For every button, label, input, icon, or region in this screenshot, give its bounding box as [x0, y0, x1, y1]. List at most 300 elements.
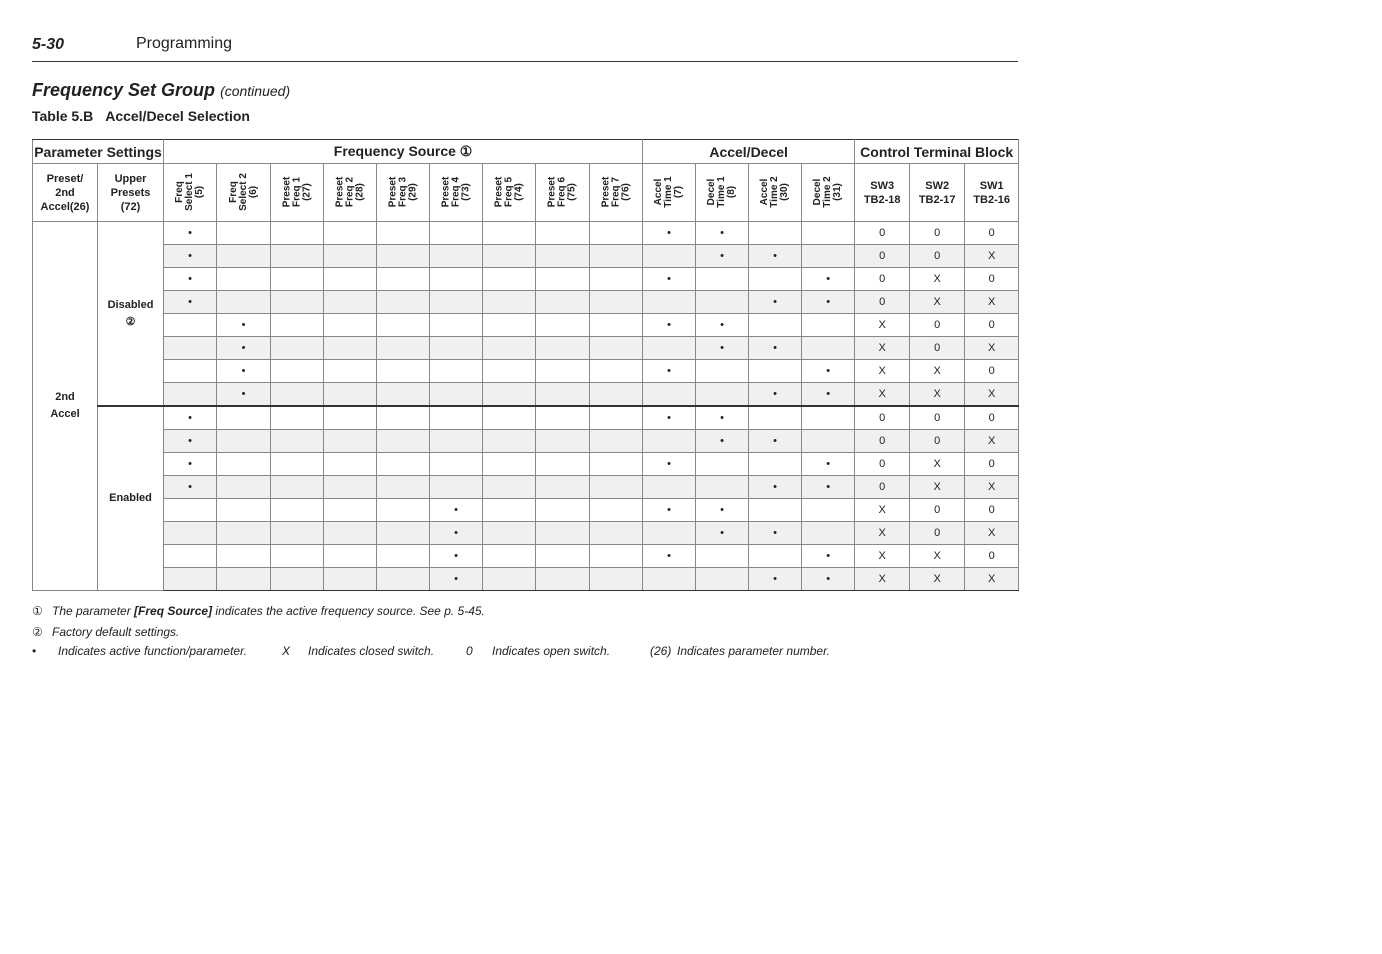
- table-cell: •: [802, 453, 855, 476]
- table-cell: [217, 291, 271, 314]
- table-cell: •: [164, 222, 217, 245]
- table-cell: [324, 268, 377, 291]
- table-cell: •: [696, 337, 749, 360]
- table-cell: [696, 476, 749, 499]
- table-cell: [271, 337, 324, 360]
- table-row: [33, 268, 1019, 291]
- table-cell: [590, 406, 643, 430]
- col-switch: SW1 TB2-16: [965, 164, 1019, 222]
- table-row: [33, 337, 1019, 360]
- table-cell: 0: [855, 430, 910, 453]
- table-cell: [377, 522, 430, 545]
- table-cell: [749, 545, 802, 568]
- legend-bullet-text: Indicates active function/parameter.: [58, 644, 247, 658]
- table-cell: X: [965, 337, 1019, 360]
- table-cell: •: [802, 568, 855, 591]
- table-cell: [536, 430, 590, 453]
- table-cell: [696, 360, 749, 383]
- table-cell: [749, 453, 802, 476]
- table-cell: [430, 476, 483, 499]
- table-cell: [749, 222, 802, 245]
- table-cell: [271, 383, 324, 407]
- table-cell: [802, 499, 855, 522]
- table-cell: [324, 291, 377, 314]
- col-header: Preset Freq 1 (27): [271, 164, 324, 222]
- table-cell: •: [217, 337, 271, 360]
- table-cell: [324, 499, 377, 522]
- col-switch: SW2 TB2-17: [910, 164, 965, 222]
- table-cell: [377, 545, 430, 568]
- table-cell: X: [855, 499, 910, 522]
- table-cell: [271, 476, 324, 499]
- table-cell: [164, 360, 217, 383]
- table-cell: [536, 453, 590, 476]
- table-cell: [271, 522, 324, 545]
- table-cell: [377, 383, 430, 407]
- table-cell: [164, 314, 217, 337]
- table-cell: [802, 430, 855, 453]
- table-cell: X: [855, 314, 910, 337]
- table-cell: [271, 430, 324, 453]
- table-cell: 0: [855, 245, 910, 268]
- table-cell: •: [164, 291, 217, 314]
- table-cell: [643, 245, 696, 268]
- table-cell: [324, 430, 377, 453]
- table-cell: 0: [910, 522, 965, 545]
- table-cell: 0: [910, 337, 965, 360]
- table-cell: [590, 430, 643, 453]
- table-cell: [749, 499, 802, 522]
- upper-presets-disabled-cell: Disabled ②: [98, 222, 164, 407]
- table-cell: X: [965, 383, 1019, 407]
- table-cell: X: [910, 476, 965, 499]
- table-cell: •: [430, 522, 483, 545]
- footnote-2-mark: ②: [32, 625, 43, 639]
- table-cell: •: [749, 476, 802, 499]
- legend-x-text: Indicates closed switch.: [308, 644, 435, 658]
- table-cell: [430, 453, 483, 476]
- table-row: [33, 383, 1019, 407]
- upper-presets-enabled-cell: Enabled: [98, 406, 164, 591]
- table-row: [33, 222, 1019, 245]
- table-cell: [430, 383, 483, 407]
- table-cell: [377, 430, 430, 453]
- table-cell: 0: [910, 222, 965, 245]
- table-cell: •: [696, 499, 749, 522]
- table-cell: [324, 383, 377, 407]
- table-cell: [590, 545, 643, 568]
- table-cell: •: [696, 522, 749, 545]
- table-cell: 0: [965, 360, 1019, 383]
- table-cell: [643, 291, 696, 314]
- table-cell: [536, 406, 590, 430]
- table-cell: [324, 245, 377, 268]
- table-cell: [802, 337, 855, 360]
- table-cell: [483, 545, 536, 568]
- accel-decel-table: [32, 139, 1019, 591]
- table-cell: [377, 406, 430, 430]
- col-header: Freq Select 1 (5): [164, 164, 217, 222]
- table-cell: 0: [910, 245, 965, 268]
- table-row: [33, 499, 1019, 522]
- table-cell: [377, 476, 430, 499]
- table-cell: [536, 222, 590, 245]
- table-cell: [749, 268, 802, 291]
- table-cell: [483, 314, 536, 337]
- table-cell: [217, 245, 271, 268]
- table-cell: [483, 568, 536, 591]
- table-cell: [536, 522, 590, 545]
- table-cell: [324, 337, 377, 360]
- table-cell: X: [855, 337, 910, 360]
- table-cell: 0: [910, 499, 965, 522]
- table-cell: X: [855, 545, 910, 568]
- page-header: [32, 34, 1018, 62]
- table-cell: [377, 291, 430, 314]
- col-header: Preset Freq 3 (29): [377, 164, 430, 222]
- table-cell: •: [643, 545, 696, 568]
- table-cell: [590, 291, 643, 314]
- table-cell: [271, 545, 324, 568]
- table-cell: [483, 453, 536, 476]
- table-cell: [377, 337, 430, 360]
- table-cell: [483, 522, 536, 545]
- table-cell: [483, 383, 536, 407]
- table-cell: 0: [965, 453, 1019, 476]
- table-cell: 0: [855, 291, 910, 314]
- preset-2nd-accel-cell: 2nd Accel: [33, 222, 98, 591]
- chapter-title: Programming: [136, 35, 233, 52]
- table-cell: X: [910, 453, 965, 476]
- table-cell: [164, 545, 217, 568]
- table-cell: [217, 545, 271, 568]
- table-cell: •: [217, 360, 271, 383]
- table-cell: [483, 476, 536, 499]
- table-cell: [696, 291, 749, 314]
- col-header: Preset Freq 7 (76): [590, 164, 643, 222]
- table-cell: [324, 222, 377, 245]
- table-cell: [483, 222, 536, 245]
- table-cell: [324, 568, 377, 591]
- table-cell: •: [430, 545, 483, 568]
- col-preset-2nd-accel: Preset/ 2nd Accel(26): [33, 164, 98, 222]
- table-cell: [324, 453, 377, 476]
- table-cell: 0: [965, 314, 1019, 337]
- col-header: Accel Time 1 (7): [643, 164, 696, 222]
- table-cell: [217, 268, 271, 291]
- table-cell: [696, 568, 749, 591]
- table-cell: [271, 568, 324, 591]
- table-cell: [483, 360, 536, 383]
- table-cell: •: [643, 268, 696, 291]
- table-cell: •: [643, 222, 696, 245]
- table-cell: X: [855, 522, 910, 545]
- table-cell: [324, 360, 377, 383]
- table-cell: •: [749, 337, 802, 360]
- table-cell: •: [749, 245, 802, 268]
- table-cell: •: [696, 314, 749, 337]
- table-cell: [643, 568, 696, 591]
- table-cell: [430, 406, 483, 430]
- table-cell: [802, 406, 855, 430]
- table-cell: [590, 453, 643, 476]
- table-cell: •: [643, 499, 696, 522]
- table-cell: [271, 245, 324, 268]
- table-cell: •: [802, 476, 855, 499]
- table-cell: •: [430, 499, 483, 522]
- table-cell: 0: [855, 406, 910, 430]
- group-accel-decel: Accel/Decel: [643, 140, 855, 164]
- section-title: [32, 80, 290, 101]
- table-cell: X: [910, 268, 965, 291]
- table-cell: [536, 268, 590, 291]
- table-cell: [590, 222, 643, 245]
- table-cell: •: [430, 568, 483, 591]
- table-cell: 0: [965, 268, 1019, 291]
- footnote-2: ② Factory default settings.: [32, 625, 180, 639]
- table-row: [33, 430, 1019, 453]
- table-cell: 0: [855, 222, 910, 245]
- table-cell: [536, 499, 590, 522]
- table-cell: [271, 499, 324, 522]
- table-cell: •: [749, 522, 802, 545]
- table-cell: 0: [965, 499, 1019, 522]
- table-cell: [590, 314, 643, 337]
- table-cell: [271, 360, 324, 383]
- table-row: [33, 314, 1019, 337]
- table-row: [33, 291, 1019, 314]
- table-cell: [430, 245, 483, 268]
- table-cell: 0: [910, 314, 965, 337]
- table-cell: [271, 268, 324, 291]
- legend-bullet-mark: •: [32, 644, 37, 658]
- col-header: Preset Freq 5 (74): [483, 164, 536, 222]
- table-cell: [749, 314, 802, 337]
- table-row: [33, 406, 1019, 430]
- section-title-text: Frequency Set Group: [32, 80, 216, 100]
- group-frequency-source: Frequency Source ①: [164, 140, 643, 164]
- table-cell: [802, 522, 855, 545]
- table-cell: •: [164, 476, 217, 499]
- table-cell: •: [164, 406, 217, 430]
- table-cell: [536, 568, 590, 591]
- table-cell: •: [802, 383, 855, 407]
- table-cell: [590, 499, 643, 522]
- table-cell: [430, 268, 483, 291]
- table-cell: [643, 522, 696, 545]
- table-cell: •: [164, 430, 217, 453]
- table-cell: [643, 337, 696, 360]
- table-cell: [483, 268, 536, 291]
- table-cell: [271, 406, 324, 430]
- table-cell: [696, 268, 749, 291]
- table-cell: X: [965, 568, 1019, 591]
- table-cell: •: [217, 383, 271, 407]
- table-row: [33, 245, 1019, 268]
- table-cell: [324, 314, 377, 337]
- table-cell: [164, 568, 217, 591]
- table-cell: [643, 430, 696, 453]
- table-cell: [590, 568, 643, 591]
- table-cell: [802, 222, 855, 245]
- table-row: [33, 476, 1019, 499]
- table-cell: •: [749, 291, 802, 314]
- table-cell: [324, 522, 377, 545]
- table-cell: X: [965, 430, 1019, 453]
- table-row: [33, 545, 1019, 568]
- table-cell: X: [965, 245, 1019, 268]
- table-cell: X: [965, 522, 1019, 545]
- table-cell: •: [164, 268, 217, 291]
- table-cell: •: [749, 383, 802, 407]
- table-cell: [377, 360, 430, 383]
- table-cell: •: [164, 245, 217, 268]
- freq-source-param: [Freq Source]: [134, 604, 213, 618]
- table-cell: X: [965, 476, 1019, 499]
- group-control-terminal-block: Control Terminal Block: [855, 140, 1019, 164]
- table-cell: •: [643, 360, 696, 383]
- table-cell: [590, 268, 643, 291]
- table-cell: [802, 314, 855, 337]
- table-cell: 0: [855, 268, 910, 291]
- table-cell: [590, 476, 643, 499]
- table-cell: [430, 314, 483, 337]
- col-header: Preset Freq 4 (73): [430, 164, 483, 222]
- table-cell: [377, 245, 430, 268]
- table-cell: [164, 383, 217, 407]
- col-upper-presets: Upper Presets (72): [98, 164, 164, 222]
- table-cell: [324, 476, 377, 499]
- page-number: 5-30: [32, 36, 65, 53]
- table-cell: [536, 383, 590, 407]
- table-cell: [377, 268, 430, 291]
- col-header: Preset Freq 6 (75): [536, 164, 590, 222]
- table-cell: •: [802, 268, 855, 291]
- table-cell: [217, 522, 271, 545]
- table-cell: •: [802, 360, 855, 383]
- table-cell: 0: [965, 545, 1019, 568]
- table-cell: •: [164, 453, 217, 476]
- table-cell: [217, 453, 271, 476]
- table-cell: [377, 314, 430, 337]
- table-number: Table 5.B: [32, 108, 94, 124]
- table-cell: [749, 360, 802, 383]
- table-cell: 0: [855, 453, 910, 476]
- table-cell: [536, 337, 590, 360]
- table-row: [33, 568, 1019, 591]
- table-cell: [271, 222, 324, 245]
- table-cell: [430, 337, 483, 360]
- group-parameter-settings: Parameter Settings: [33, 140, 164, 164]
- table-cell: [536, 291, 590, 314]
- table-cell: •: [802, 545, 855, 568]
- table-cell: [536, 476, 590, 499]
- table-cell: [164, 499, 217, 522]
- table-cell: 0: [855, 476, 910, 499]
- table-cell: [483, 337, 536, 360]
- table-cell: [590, 245, 643, 268]
- col-header: Freq Select 2 (6): [217, 164, 271, 222]
- col-header: Decel Time 1 (8): [696, 164, 749, 222]
- table-cell: [271, 291, 324, 314]
- table-cell: [164, 337, 217, 360]
- table-cell: [217, 430, 271, 453]
- table-cell: [271, 314, 324, 337]
- table-cell: •: [643, 453, 696, 476]
- legend-param-mark: (26): [650, 644, 672, 658]
- table-cell: [271, 453, 324, 476]
- table-cell: [217, 476, 271, 499]
- legend-zero-mark: 0: [466, 644, 473, 658]
- legend-x-mark: X: [282, 644, 291, 658]
- table-cell: [643, 476, 696, 499]
- table-cell: [590, 383, 643, 407]
- table-cell: [590, 360, 643, 383]
- table-row: [33, 360, 1019, 383]
- table-cell: X: [965, 291, 1019, 314]
- table-cell: [377, 222, 430, 245]
- table-cell: [430, 291, 483, 314]
- col-header: Preset Freq 2 (28): [324, 164, 377, 222]
- table-cell: [536, 314, 590, 337]
- table-cell: X: [910, 383, 965, 407]
- table-cell: X: [910, 545, 965, 568]
- legend-param-text: Indicates parameter number.: [677, 644, 830, 658]
- table-cell: [430, 360, 483, 383]
- table-cell: 0: [965, 222, 1019, 245]
- col-header: Accel Time 2 (30): [749, 164, 802, 222]
- table-cell: •: [643, 406, 696, 430]
- col-switch: SW3 TB2-18: [855, 164, 910, 222]
- table-cell: [377, 453, 430, 476]
- table-cell: [483, 430, 536, 453]
- table-cell: [696, 545, 749, 568]
- table-cell: [430, 222, 483, 245]
- table-cell: [536, 545, 590, 568]
- table-cell: [536, 245, 590, 268]
- table-cell: [643, 383, 696, 407]
- table-cell: X: [910, 291, 965, 314]
- table-cell: X: [910, 568, 965, 591]
- table-caption: [32, 108, 250, 124]
- table-cell: •: [696, 430, 749, 453]
- table-cell: [483, 245, 536, 268]
- legend-zero-text: Indicates open switch.: [492, 644, 611, 658]
- table-cell: [590, 522, 643, 545]
- table-cell: X: [855, 360, 910, 383]
- table-cell: [536, 360, 590, 383]
- table-cell: [749, 406, 802, 430]
- table-cell: [430, 430, 483, 453]
- table-cell: [377, 568, 430, 591]
- table-cell: •: [217, 314, 271, 337]
- table-cell: •: [696, 245, 749, 268]
- table-cell: [217, 406, 271, 430]
- table-cell: [802, 245, 855, 268]
- section-continued: (continued): [220, 83, 291, 99]
- table-cell: •: [749, 430, 802, 453]
- table-cell: [377, 499, 430, 522]
- table-cell: •: [749, 568, 802, 591]
- table-row: [33, 522, 1019, 545]
- table-cell: X: [910, 360, 965, 383]
- table-title: Accel/Decel Selection: [105, 108, 250, 124]
- table-cell: X: [855, 383, 910, 407]
- table-cell: X: [855, 568, 910, 591]
- table-row: [33, 453, 1019, 476]
- table-cell: [696, 453, 749, 476]
- table-cell: [590, 337, 643, 360]
